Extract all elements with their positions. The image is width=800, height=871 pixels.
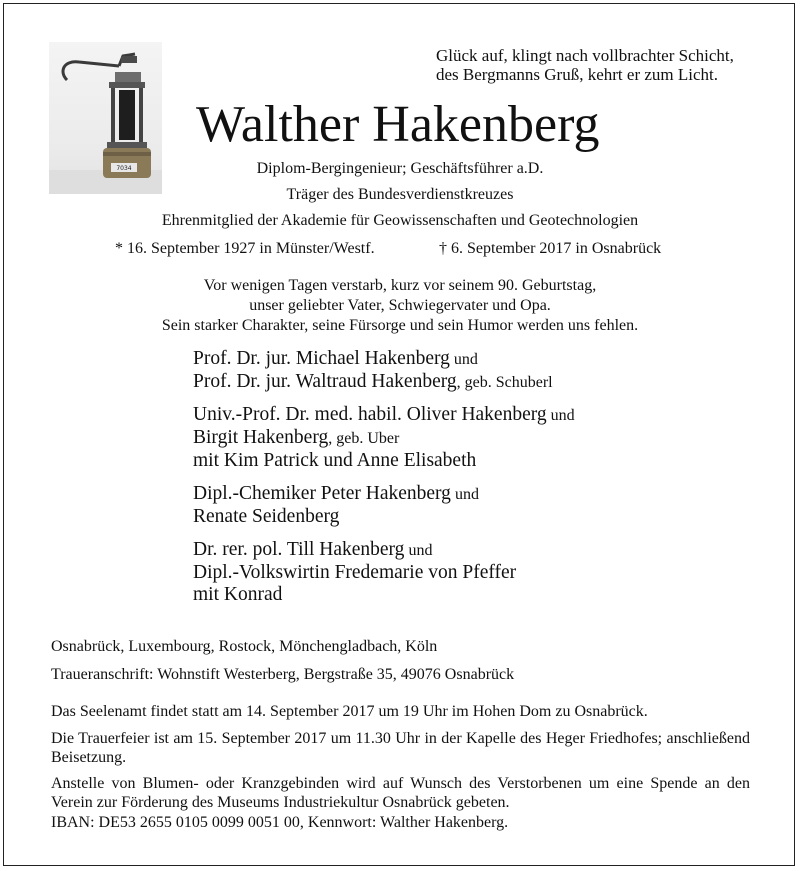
family-connector: und bbox=[450, 486, 479, 503]
death-notice bbox=[0, 276, 800, 336]
notice-line: unser geliebter Vater, Schwiegervater und Opa. bbox=[249, 297, 551, 314]
family-member: Prof. Dr. jur. Michael Hakenberg bbox=[193, 348, 450, 369]
family-member: Dipl.-Chemiker Peter Hakenberg bbox=[193, 483, 451, 504]
family-group-oliver bbox=[193, 404, 575, 472]
family-group-michael bbox=[193, 348, 553, 394]
family-connector: und bbox=[546, 407, 575, 424]
family-maiden-name: , geb. Uber bbox=[328, 430, 400, 447]
family-member: Renate Seidenberg bbox=[193, 506, 340, 527]
lamp-plate-number: 7034 bbox=[116, 165, 132, 172]
requiem-notice: Das Seelenamt findet statt am 14. September 2017 um 19 Uhr im Hohen Dom zu Osnabrück. bbox=[51, 703, 648, 720]
donation-iban: IBAN: DE53 2655 0105 0099 0051 00, Kennwort: Walther Hakenberg. bbox=[51, 814, 509, 831]
notice-line: Vor wenigen Tagen verstarb, kurz vor seinem 90. Geburtstag, bbox=[203, 277, 597, 294]
funeral-notice: Die Trauerfeier ist am 15. September 2017 um 11.30 Uhr in der Kapelle des Heger Friedhofes; anschließend Beisetzung. bbox=[51, 730, 750, 766]
death-date: † 6. September 2017 in Osnabrück bbox=[439, 240, 662, 257]
family-group-till bbox=[193, 539, 516, 606]
family-member: Univ.-Prof. Dr. med. habil. Oliver Hakenberg bbox=[193, 404, 547, 425]
deceased-name: Walther Hakenberg bbox=[196, 96, 600, 153]
mourning-address: Traueranschrift: Wohnstift Westerberg, Bergstraße 35, 49076 Osnabrück bbox=[51, 666, 515, 683]
verse-line: des Bergmanns Gruß, kehrt er zum Licht. bbox=[436, 65, 719, 84]
family-connector: und bbox=[404, 542, 433, 559]
deceased-honor: Träger des Bundesverdienstkreuzes bbox=[286, 186, 514, 203]
family-member: Dipl.-Volkswirtin Fredemarie von Pfeffer bbox=[193, 562, 517, 583]
verse-line: Glück auf, klingt nach vollbrachter Schicht, bbox=[436, 46, 734, 65]
deceased-title: Diplom-Bergingenieur; Geschäftsführer a.D. bbox=[256, 160, 544, 177]
miners-verse bbox=[436, 46, 756, 84]
family-connector: und bbox=[449, 351, 478, 368]
birth-date: * 16. September 1927 in Münster/Westf. bbox=[115, 240, 375, 257]
family-member: Dr. rer. pol. Till Hakenberg bbox=[193, 539, 405, 560]
notice-line: Sein starker Charakter, seine Fürsorge und sein Humor werden uns fehlen. bbox=[161, 317, 639, 334]
family-group-peter bbox=[193, 483, 479, 528]
family-children: mit Kim Patrick und Anne Elisabeth bbox=[193, 450, 477, 471]
donation-notice: Anstelle von Blumen- oder Kranzgebinden wird auf Wunsch des Verstorbenen um eine Spende an den Verein zur Förderung des Museums Industriekultur Osnabrück gebeten. bbox=[51, 775, 750, 811]
family-member: Birgit Hakenberg bbox=[193, 427, 329, 448]
family-member: Prof. Dr. jur. Waltraud Hakenberg bbox=[193, 371, 457, 392]
family-children: mit Konrad bbox=[193, 584, 283, 605]
family-places: Osnabrück, Luxembourg, Rostock, Mönchengladbach, Köln bbox=[51, 638, 438, 655]
deceased-membership: Ehrenmitglied der Akademie für Geowissenschaften und Geotechnologien bbox=[161, 212, 639, 229]
family-maiden-name: , geb. Schuberl bbox=[456, 374, 553, 391]
